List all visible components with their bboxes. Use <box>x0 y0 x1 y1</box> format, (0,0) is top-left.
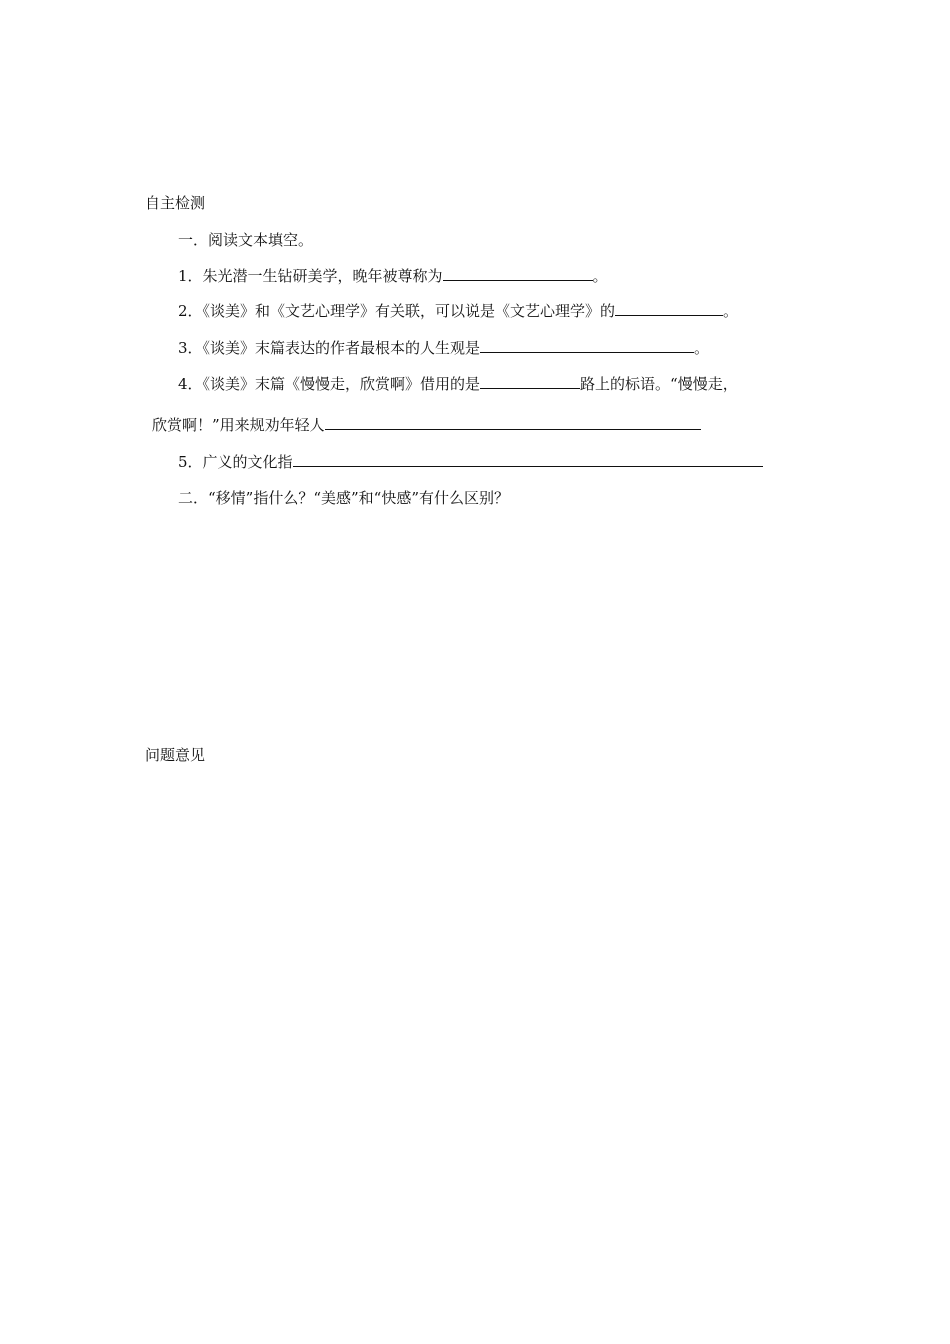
answer-blank-1[interactable] <box>443 264 593 281</box>
section-heading-self-check: 自主检测 <box>145 194 206 212</box>
question-3-text: 3．《谈美》末篇表达的作者最根本的人生观是 <box>178 339 481 357</box>
question-2 <box>178 299 738 322</box>
question-4-text: 4．《谈美》末篇《慢慢走，欣赏啊》借用的是 <box>178 375 481 393</box>
question-2-text: 2．《谈美》和《文艺心理学》有关联，可以说是《文艺心理学》的 <box>178 302 616 320</box>
question-4-middle: 路上的标语。“慢慢走， <box>580 375 738 393</box>
question-2-end: 。 <box>723 302 739 320</box>
answer-blank-3[interactable] <box>480 336 694 353</box>
question-3-end: 。 <box>694 339 710 357</box>
question-1-text: 1．朱光潜一生钻研美学，晚年被尊称为 <box>178 267 443 285</box>
question-5-text: 5．广义的文化指 <box>178 453 293 471</box>
question-1-end: 。 <box>592 267 608 285</box>
question-4-line2: 欣赏啊！”用来规劝年轻人 <box>152 416 325 434</box>
question-4 <box>178 372 738 395</box>
part-two-question: 二．“移情”指什么？“美感”和“快感”有什么区别？ <box>178 489 510 507</box>
answer-blank-2[interactable] <box>615 299 723 316</box>
part-one-heading: 一．阅读文本填空。 <box>178 231 314 249</box>
question-3 <box>178 336 709 359</box>
answer-blank-5[interactable] <box>293 450 763 467</box>
answer-blank-4b[interactable] <box>325 413 701 430</box>
question-4-continued <box>152 413 701 436</box>
question-1 <box>178 264 608 287</box>
question-5 <box>178 450 763 473</box>
section-heading-issues: 问题意见 <box>145 746 206 764</box>
answer-blank-4a[interactable] <box>480 372 580 389</box>
